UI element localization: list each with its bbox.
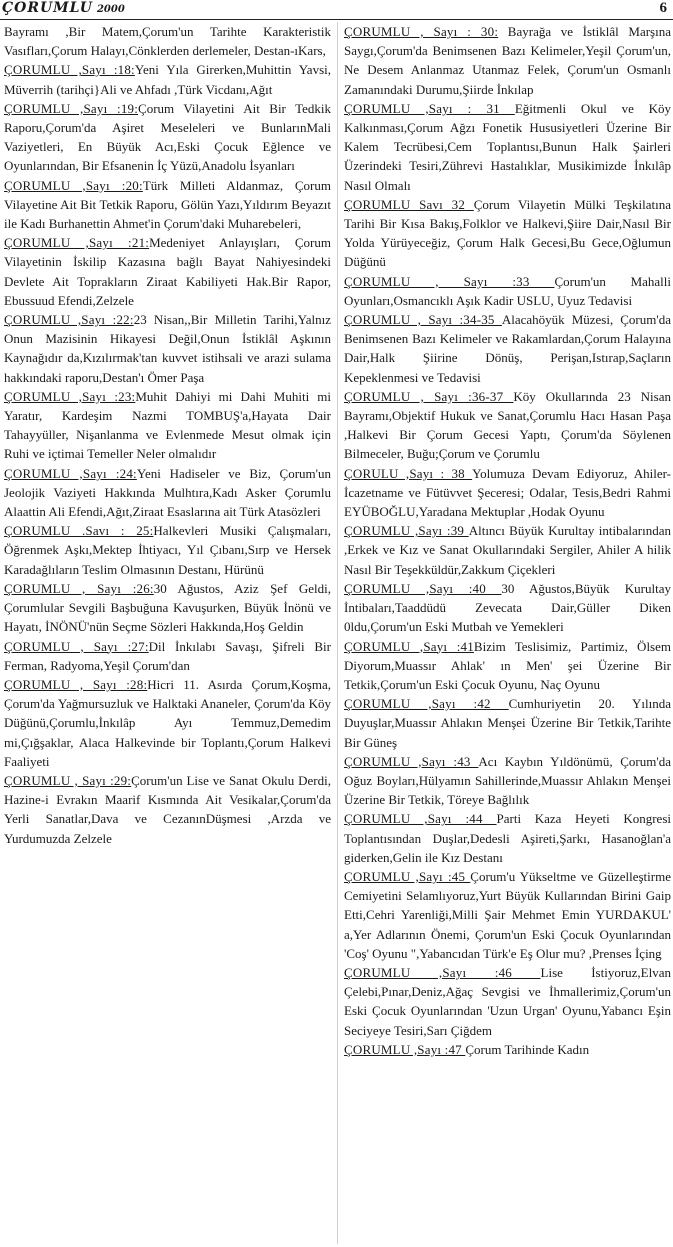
index-entry: [4, 387, 331, 464]
index-entry: [344, 752, 671, 810]
header-rule: [0, 19, 673, 20]
masthead-year: 2000: [96, 4, 125, 15]
issue-contents: Çorum'un Mahalli Oyunları,Osmancıklı Aşık Kadir USLU, Uyuz Tedavisi: [344, 273, 671, 308]
index-entry: [344, 963, 671, 1040]
issue-contents: 30 Ağustos,Büyük Kurultay İntibaları,Taaddüdü Zevecata Dair,Güller Diken 0ldu,Çorum'un Eski Mutbah ve Yemekleri: [344, 580, 671, 635]
issue-number: ÇORUMLU , Sayı : 30:: [344, 24, 499, 39]
issue-number: ÇORUMLU ,Sayı :23:: [4, 388, 136, 404]
masthead-title: ÇORUMLU: [2, 0, 93, 16]
issue-number: ÇORUMLU , Sayı :34-35: [344, 312, 502, 328]
masthead: [2, 0, 125, 16]
index-entry: [4, 310, 331, 387]
index-entry: [344, 387, 671, 464]
index-entry: [344, 694, 671, 752]
issue-number: ÇORUMLU , Sayı :29:: [4, 772, 132, 788]
issue-number: ÇORUMLU Savı 32: [344, 196, 474, 212]
issue-contents: Çorum Vilayetini Ait Bir Tedkik Raporu,Çorum'da Aşiret Meseleleri ve BunlarınMali Vaziyetleri, En Büyük Acı,Eski Çocuk Eğlence ve Oyunlarından, Bir Efsanenin İç Yüzü,Anadolu İsyanları: [4, 100, 331, 174]
issue-contents: Parti Kaza Heyeti Kongresi Toplantısından Duşlar,Dedesli Aşireti,Şarkı, Hasanoğlan'a giderken,Gelin ile Kız Destanı: [344, 811, 671, 865]
issue-contents: Altıncı Büyük Kurultay intibalarından ,Erkek ve Kız ve Sanat Okullarındaki Sergiler, Ahiler A hilik Nasıl Bir Teşekküldür,Zakkum Çiçekleri: [344, 523, 671, 577]
issue-contents: Alacahöyük Müzesi, Çorum'da Benimsenen Bazı Kelimeler ve Rakamlardan,Çorum Halayına Dair,Halk Şiirine Dönüş, Perişan,Istırap,Saçların Kepeklenmesi ve Tedavisi: [344, 312, 671, 385]
index-entry: [344, 464, 671, 522]
issue-contents: Çorum Vilayetin Mülki Teşkilatına Tarihi Bir Kısa Bakış,Folklor ve Halkevi,Şiire Dair,Nasıl Bir Yolda Yürüyeceğiz, Çorum Halk Gecesi,Bu Gece,Oğlumun Düğünü: [344, 196, 671, 270]
issue-number: ÇORUMLU ,Sayı :40: [344, 580, 502, 596]
index-entry: [344, 1040, 671, 1059]
issue-contents: Yeni Yıla Girerken,Muhittin Yavsi, Müverrih (tarihçi}Ali ve Ahfadı ,Türk Vicdanı,Ağıt: [4, 62, 331, 97]
issue-number: ÇORUMLU ,Sayı :21:: [4, 235, 150, 251]
index-entry: [344, 579, 671, 637]
issue-number: ÇORUMLU .Savı : 25:: [4, 523, 154, 539]
issue-number: ÇORUMLU ,Sayı :24:: [4, 465, 137, 481]
index-entry: [4, 521, 331, 579]
index-entry: [4, 579, 331, 637]
issue-contents: Köy Okullarında 23 Nisan Bayramı,Objektif Hukuk ve Sanat,Çorumlu Hacı Hasan Paşa ,Halkevi Bir Çorum Gecesi Yaptı, Çorum'da Söylenen Bilmeceler, Buğu;Çorum ve Çorumlu: [344, 388, 671, 462]
issue-contents: Halkevleri Musiki Çalışmaları, Öğrenmek Aşkı,Mektep İhtiyacı, Yıl Çıbanı,Sırp ve Hersek Karadağlıların Teslim Olmasının Destanı, Hürünü: [4, 523, 331, 577]
issue-contents: Lise İstiyoruz,Elvan Çelebi,Pınar,Deniz,Ağaç Sevgisi ve İhmallerimiz,Çorum'un Eski Çocuk Oyunlarından 'Uzun Urgan' Oyunu,Yabancı Eşin Seciyeye Tesiri,Sarı Çiğdem: [344, 964, 671, 1038]
issue-number: ÇORUMLU , Sayı :27:: [4, 638, 149, 654]
issue-contents: Cumhuriyetin 20. Yılında Duyuşlar,Muassır Ahlakın Menşei Üzerine Bir Tetkik,Tarihte Bir Güneş: [344, 696, 671, 750]
index-entry: [4, 60, 331, 98]
issue-contents: Bayrağa ve İstiklâl Marşına Saygı,Çorum'da Benimsenen Bazı Kelimeler,Yeşil Çorum'un, Ne Desem Anlanmaz Utanmaz Felek, Çorum'un Osmanlı Zamanındaki Durumu,Şiirde İnkılap: [344, 24, 671, 97]
issue-number: ÇORULU ,Sayı : 38: [344, 465, 473, 481]
column-divider: [337, 22, 338, 1244]
issue-contents: Yolumuza Devam Ediyoruz, Ahiler-İcazetname ve Fütüvvet Şeceresi; Odalar, Tesis,Bedri Rahmi EYÜBOĞLU,Yaradana Mektuplar ,Hodak Oyunu: [344, 465, 671, 520]
index-entry: [4, 675, 331, 771]
issue-contents: Türk Milleti Aldanmaz, Çorum Vilayetine Ait Bit Tetkik Raporu, Gölün Yazı,Yıldırım Beyazıt ile Kadı Burhanettin Ahmet'in Çorum'daki Muharebeleri,: [4, 177, 331, 232]
index-entry: [344, 99, 671, 195]
index-entry: [344, 310, 671, 387]
issue-number: ÇORUMLU ,Sayı :41: [344, 638, 474, 654]
issue-number: ÇORUMLU ,Sayı :44: [344, 811, 497, 827]
page-header: [0, 0, 673, 22]
issue-contents: Çorum'un Lise ve Sanat Okulu Derdi, Hazine-i Evrakın Maarif Kısmında Ait Vesikalar,Çorum'da Yerli Sanatlar,Dava ve CezanınDüşmesi ,Arzda ve Yurdumuzda Zelzele: [4, 772, 331, 846]
index-entry: [344, 521, 671, 579]
issue-number: ÇORUMLU , Sayı :28:: [4, 676, 148, 692]
issue-number: ÇORUMLU , Sayı :33: [344, 273, 555, 289]
index-entry: [4, 176, 331, 234]
issue-contents: Muhit Dahiyi mi Dahi Muhiti mi Yaratır, Kardeşim Nazmi TOMBUŞ'a,Hayata Dair Tahayyüller, Nişanlanma ve Evlenmede Mesut olmak için Ruhi ve içtimai Temeller Neler olmalıdır: [4, 388, 331, 462]
issue-number: ÇORUMLU ,Sayı :45: [344, 868, 471, 884]
issue-number: ÇORUMLU ,Sayı :47: [344, 1041, 466, 1057]
index-entry: [344, 272, 671, 310]
issue-number: ÇORUMLU ,Sayı :19:: [4, 100, 139, 116]
issue-contents: Bizim Teslisimiz, Partimiz, Ölsem Diyorum,Muassır Ahlak' ın Men' şei Üzerine Bir Tetkik,Çorum'un Eski Çocuk Oyunu, Naç Oyunu: [344, 638, 671, 692]
index-entry: [4, 22, 331, 60]
right-column: [344, 22, 671, 1244]
issue-number: ÇORUMLU ,Sayı :39: [344, 523, 469, 539]
issue-contents: Bayramı ,Bir Matem,Çorum'un Tarihte Karakteristik Vasıfları,Çorum Halayı,Cönklerden derlemeler, Destan-ıKars,: [4, 24, 331, 59]
issue-number: ÇORUMLU ,Sayı :42: [344, 696, 509, 712]
issue-contents: Hicri 11. Asırda Çorum,Koşma, Çorum'da Yağmursuzluk ve Halktaki Ananeler, Çorum'da Köy Düğünü,Çorumlu,İnkılâp Ayı Temmuz,Demedim mi,Çığşaklar, Alaca Halkevinde bir Toplantı,Çorum Halkevi Faaliyeti: [4, 676, 331, 769]
issue-contents: Medeniyet Anlayışları, Çorum Vilayetinin İskilip Kazasına bağlı Bayat Nahiyesindeki Devlete Ait Toprakların Ziraat Kabiliyeti Hak.Bir Rapor, Ebussuud Efendi,Zelzele: [4, 235, 331, 308]
index-entry: [4, 637, 331, 675]
issue-number: ÇORUMLU ,Sayı : 31: [344, 100, 515, 116]
index-entry: [344, 22, 671, 99]
issue-contents: Acı Kaybın Yıldönümü, Çorum'da Oğuz Boyları,Hülyamın Sahillerinde,Muassır Ahlakın Menşei Üzerine Bir Tetkik, Töreye Bağlılık: [344, 753, 671, 808]
index-entry: [344, 809, 671, 867]
index-entry: [4, 99, 331, 176]
issue-contents: Yeni Hadiseler ve Biz, Çorum'un Jeolojik Vaziyeti Hakkında Mulhtıra,Kadı Asker Çorumlu Alaattin Ali Efendi,Ağıt,Ziraat Esaslarına ait Türk Atasözleri: [4, 465, 331, 520]
issue-number: ÇORUMLU ,Sayı :18:: [4, 62, 135, 78]
issue-number: ÇORUMLU ,Sayı :43: [344, 753, 479, 769]
issue-number: ÇORUMLU , Sayı :26:: [4, 580, 154, 596]
issue-contents: Eğitmenli Okul ve Köy Kalkınması,Çorum Ağzı Fonetik Hususiyetleri Üzerine Bir Kalem Tecrübesi,Cem Toplantısı,Bunun Halk Şairleri Üzerindeki Tesiri,Zührevi Hastalıklar, Musikimizde İnkılâp Nasıl Olmalı: [344, 100, 671, 193]
issue-number: ÇORUMLU ,Sayı :46: [344, 964, 541, 980]
index-entry: [344, 637, 671, 695]
left-column: [4, 22, 331, 1244]
issue-contents: 23 Nisan,,Bir Milletin Tarihi,Yalnız Onun Mazisinin Hikayesi Değil,Onun İstiklâl Aşkının Kaynağıdır da,Kızılırmak'tan kuvvet istihsali ve arazi sulama hakkındaki raporu,Destan'ı Ömer Paşa: [4, 312, 331, 385]
issue-contents: 30 Ağustos, Aziz Şef Geldi, Çorumlular Sevgili Başbuğuna Kavuşurken, Büyük İnönü ve Hayatı, İNÖNÜ'nün Seçme Sözleri Hakkında,Hoş Geldin: [4, 580, 331, 635]
issue-number: ÇORUMLU , Sayı :36-37: [344, 388, 514, 404]
index-entry: [4, 233, 331, 310]
page-number: 6: [659, 0, 667, 16]
issue-contents: Çorum Tarihinde Kadın: [465, 1041, 590, 1057]
index-entry: [4, 771, 331, 848]
issue-number: ÇORUMLU ,Sayı :20:: [4, 177, 143, 193]
index-entry: [4, 464, 331, 522]
issue-contents: Dil İnkılabı Savaşı, Şifreli Bir Ferman, Radyoma,Yeşil Çorum'dan: [4, 638, 331, 673]
index-entry: [344, 867, 671, 963]
issue-number: ÇORUMLU ,Sayı :22:: [4, 312, 134, 328]
index-entry: [344, 195, 671, 272]
issue-contents: Çorum'u Yükseltme ve Güzelleştirme Cemiyetini Selamlıyoruz,Yurt Büyük Kullarından Birini Gaip Etti,Cehri Yarenliği,Milli Şair Mehmet Emin YURDAKUL' a,Yer Adlarının Önemi, Çorum'un Eski Çocuk Oyunlarından 'Coş' Oyunu ",Yabancıdan Türk'e Eş Olur mu? ,Prenses İçing: [344, 868, 671, 961]
